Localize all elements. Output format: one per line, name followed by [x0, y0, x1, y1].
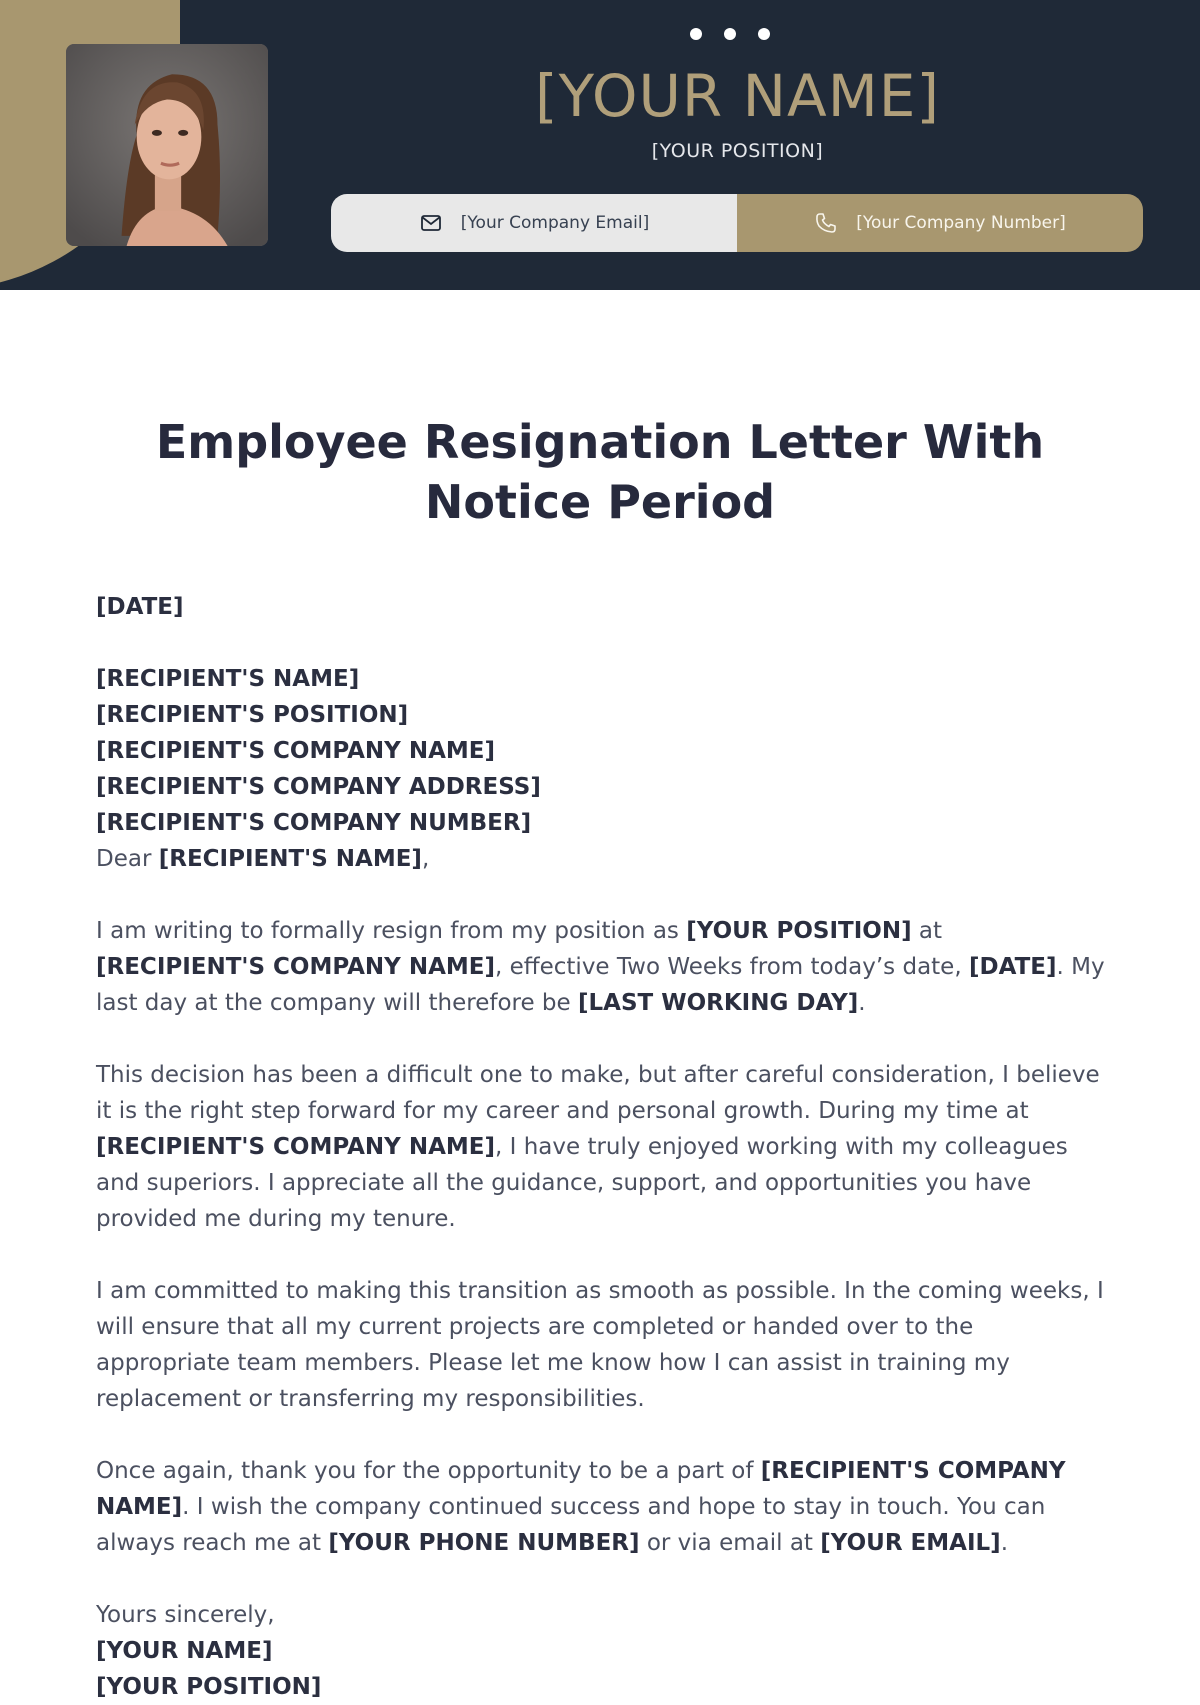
recipient-company-name: [RECIPIENT'S COMPANY NAME]	[96, 738, 495, 764]
recipient-company-number: [RECIPIENT'S COMPANY NUMBER]	[96, 810, 532, 836]
closing-block	[96, 1597, 1108, 1705]
email-text: [Your Company Email]	[460, 213, 650, 233]
recipient-position: [RECIPIENT'S POSITION]	[96, 702, 409, 728]
contact-bar	[331, 194, 1143, 252]
portrait-image	[66, 44, 268, 246]
paragraph-2: This decision has been a difficult one to make, but after careful consideration, I believe it is the right step forward for my career and personal growth. During my time at [RECIPIENT'S COMPANY NAME], I have truly enjoyed working with my colleagues and superiors. I appreciate all the guidance, support, and opportunities you have provided me during my tenure.	[96, 1062, 1100, 1232]
more-dots-icon	[690, 28, 770, 40]
letter-body	[96, 589, 1108, 1705]
sign-off: Yours sincerely,	[96, 1602, 275, 1628]
paragraph-3: I am committed to making this transition as smooth as possible. In the coming weeks, I will ensure that all my current projects are completed or handed over to the appropriate team members. Please let me know how I can assist in training my replacement or transferring my responsibilities.	[96, 1278, 1104, 1412]
letterhead	[0, 0, 1200, 290]
sender-position: [YOUR POSITION]	[651, 140, 824, 162]
recipient-name: [RECIPIENT'S NAME]	[96, 666, 360, 692]
salutation: Dear [RECIPIENT'S NAME],	[96, 846, 430, 872]
paragraph-1: I am writing to formally resign from my position as [YOUR POSITION] at [RECIPIENT'S COMPANY NAME], effective Two Weeks from today’s date, [DATE]. My last day at the company will therefore be [LAST WORKING DAY].	[96, 918, 1105, 1016]
closing-position: [YOUR POSITION]	[96, 1674, 322, 1700]
paragraph-4: Once again, thank you for the opportunity to be a part of [RECIPIENT'S COMPANY NAME]. I wish the company continued success and hope to stay in touch. You can always reach me at [YOUR PHONE NUMBER] or via email at [YOUR EMAIL].	[96, 1458, 1066, 1556]
recipient-block	[96, 661, 1108, 841]
sender-name: [YOUR NAME]	[534, 62, 941, 130]
document-title: Employee Resignation Letter With Notice Period	[155, 415, 1045, 529]
phone-icon	[814, 211, 838, 235]
closing-name: [YOUR NAME]	[96, 1638, 273, 1664]
letter-date: [DATE]	[96, 594, 184, 620]
envelope-icon	[419, 211, 443, 235]
phone-contact[interactable]	[737, 194, 1143, 252]
email-contact[interactable]	[331, 194, 737, 252]
phone-text: [Your Company Number]	[856, 213, 1066, 233]
profile-photo	[66, 44, 268, 246]
recipient-company-address: [RECIPIENT'S COMPANY ADDRESS]	[96, 774, 541, 800]
